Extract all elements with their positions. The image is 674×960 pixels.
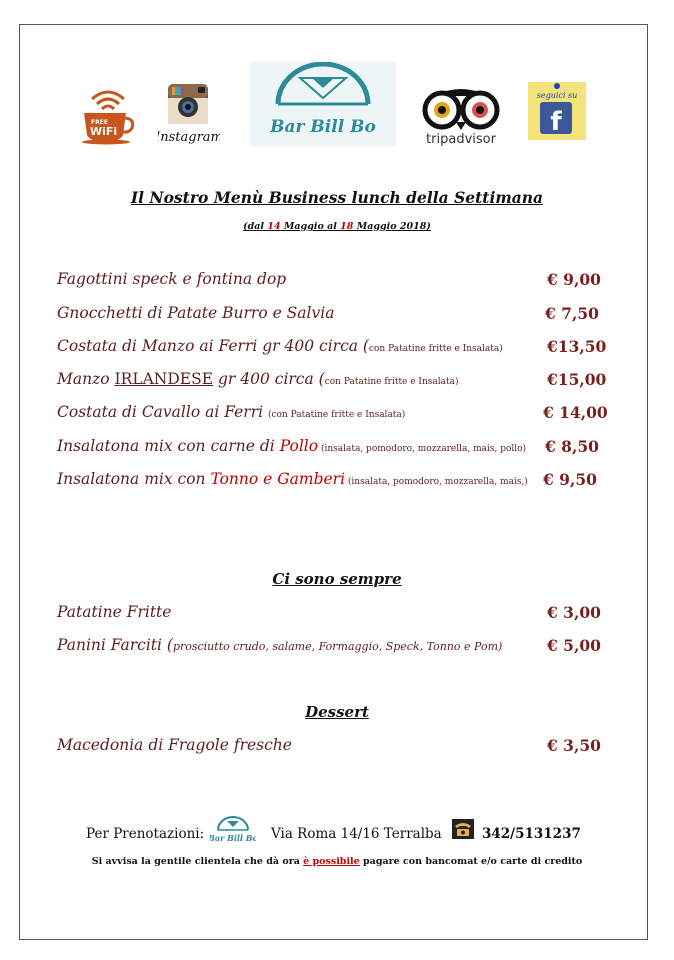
menu-item-name: Fagottini speck e fontina dop <box>57 270 287 288</box>
menu-item-price: € 5,00 <box>547 636 601 655</box>
menu-item-detail: (insalata, pomodoro, mozzarella, mais, pollo) <box>318 444 527 454</box>
menu-item: Insalatona mix con Tonno e Gamberi (insalata, pomodoro, mozzarella, mais,) € 9,50 <box>57 470 597 489</box>
menu-item-name: Macedonia di Fragole fresche <box>57 736 292 754</box>
menu-item-highlight: Pollo <box>279 437 319 455</box>
wifi-top-text: FREE <box>91 119 108 126</box>
menu-item-price: € 9,50 <box>543 470 597 489</box>
facebook-note: seguici su <box>536 91 578 100</box>
date-to: 18 <box>340 221 354 232</box>
menu-item-price: € 3,00 <box>547 603 601 622</box>
booking-footer <box>86 816 606 856</box>
svg-text:f: f <box>550 107 562 137</box>
bar-logo-text: Bar Bill Bo <box>270 117 376 137</box>
menu-item: Manzo IRLANDESE gr 400 circa (con Patatine fritte e Insalata) €15,00 <box>57 370 607 389</box>
facebook-icon <box>528 82 586 140</box>
menu-item-detail: prosciutto crudo, salame, Formaggio, Speck, Tonno e Pom) <box>172 640 503 653</box>
menu-item <box>57 304 617 328</box>
payment-notice: Si avvisa la gentile clientela che dà ora è possibile pagare con bancomat e/o carte di credito <box>91 856 583 867</box>
menu-item-price: € 9,00 <box>547 270 601 289</box>
menu-item-highlight: Tonno e Gamberi <box>210 470 346 488</box>
svg-text:Bar Bill Bo: Bar Bill Bo <box>210 833 256 843</box>
menu-item <box>57 270 617 294</box>
bar-bill-bo-mini-logo <box>210 816 256 846</box>
free-wifi-icon <box>80 85 136 145</box>
menu-item: Insalatona mix con carne di Pollo (insalata, pomodoro, mozzarella, mais, pollo) € 8,50 <box>57 437 599 456</box>
date-from: 14 <box>267 221 281 232</box>
menu-item-price: € 14,00 <box>543 403 608 422</box>
menu-item-detail: con Patatine fritte e Insalata) <box>324 377 459 387</box>
menu-item-name: Patatine Fritte <box>57 603 172 621</box>
menu-item-price: € 8,50 <box>545 437 599 456</box>
menu-item-price: €13,50 <box>547 337 607 356</box>
menu-item-price: € 3,50 <box>547 736 601 755</box>
menu-item-name: Panini Farciti ( <box>57 636 173 654</box>
instagram-label: Instagram <box>158 130 220 145</box>
wifi-text: WiFi <box>90 125 118 138</box>
notice-highlight: è possibile <box>303 856 360 867</box>
menu-item <box>57 636 617 660</box>
menu-item <box>57 603 617 627</box>
menu-item <box>57 736 617 760</box>
menu-item-name: Costata di Cavallo ai Ferri <box>57 403 268 421</box>
section-heading-dessert: Dessert <box>305 703 369 721</box>
booking-label: Per Prenotazioni: <box>86 826 205 842</box>
menu-item-detail: (con Patatine fritte e Insalata) <box>268 410 406 420</box>
instagram-icon <box>158 84 220 146</box>
address: Via Roma 14/16 Terralba <box>271 826 442 842</box>
tripadvisor-icon <box>420 82 502 146</box>
menu-item-detail: con Patatine fritte e Insalata) <box>368 344 503 354</box>
menu-item-detail: (insalata, pomodoro, mozzarella, mais,) <box>345 477 528 487</box>
menu-item-highlight: IRLANDESE <box>114 370 214 388</box>
section-heading-always: Ci sono sempre <box>272 570 402 588</box>
menu-item-price: €15,00 <box>547 370 607 389</box>
telephone-icon <box>452 819 474 839</box>
menu-item-price: € 7,50 <box>545 304 599 323</box>
menu-item-name: Gnocchetti di Patate Burro e Salvia <box>57 304 335 322</box>
menu-item <box>57 337 617 361</box>
menu-item-name: Costata di Manzo ai Ferri gr 400 circa ( <box>57 337 369 355</box>
phone-number[interactable]: 342/5131237 <box>482 826 581 842</box>
menu-title: Il Nostro Menù Business lunch della Settimana <box>130 188 544 207</box>
menu-item <box>57 403 617 427</box>
date-range: (dal 14 Maggio al 18 Maggio 2018) <box>243 221 431 232</box>
tripadvisor-label: tripadvisor <box>426 132 496 146</box>
bar-bill-bo-logo <box>250 62 396 146</box>
